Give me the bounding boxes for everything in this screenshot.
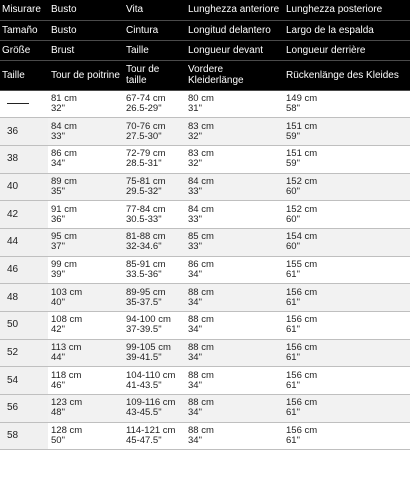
bust-cell-cm: 108 cm (51, 314, 83, 326)
waist-cell-cm: 67-74 cm (126, 92, 166, 104)
table-row (0, 367, 410, 395)
waist-cell-cm: 89-95 cm (126, 286, 166, 298)
back-length-cell-cm: 151 cm (286, 120, 318, 132)
back-length-cell-inch: 61" (286, 435, 300, 447)
waist-cell-inch: 37-39.5" (126, 324, 162, 336)
table-row (0, 312, 410, 340)
bust-cell-inch: 42" (51, 324, 65, 336)
header-cell-waist: Tour de taille (123, 60, 185, 90)
waist-cell (123, 228, 185, 256)
back-length-cell-cm: 156 cm (286, 286, 318, 298)
back-length-cell (283, 173, 410, 201)
header-cell-waist: Taille (123, 40, 185, 60)
header-cell-back-length: Rückenlänge des Kleides (283, 60, 410, 90)
waist-cell (123, 312, 185, 340)
header-cell-size: Tamaño (0, 20, 48, 40)
back-length-cell-inch: 60" (286, 241, 300, 253)
back-length-cell (283, 284, 410, 312)
front-length-cell-inch: 34" (188, 352, 202, 364)
header-row-italian (0, 0, 410, 20)
front-length-cell-cm: 85 cm (188, 231, 214, 243)
header-row-french (0, 60, 410, 90)
back-length-cell-cm: 156 cm (286, 397, 318, 409)
waist-cell-cm: 77-84 cm (126, 203, 166, 215)
header-cell-back-length: Largo de la espalda (283, 20, 410, 40)
front-length-cell (185, 256, 283, 284)
waist-cell (123, 90, 185, 118)
size-cell: 58 (0, 422, 48, 450)
header-cell-waist: Cintura (123, 20, 185, 40)
back-length-cell-inch: 61" (286, 407, 300, 419)
waist-cell-inch: 32-34.6" (126, 241, 162, 253)
size-cell: 54 (0, 367, 48, 395)
bust-cell (48, 228, 123, 256)
waist-cell-inch: 41-43.5" (126, 379, 162, 391)
waist-cell-cm: 81-88 cm (126, 231, 166, 243)
header-cell-size: Größe (0, 40, 48, 60)
back-length-cell-inch: 58" (286, 102, 300, 114)
size-dash (7, 103, 29, 104)
header-row-spanish (0, 20, 410, 40)
header-cell-front-length: Vordere Kleiderlänge (185, 60, 283, 90)
back-length-cell-cm: 149 cm (286, 92, 318, 104)
size-chart-body (0, 90, 410, 450)
back-length-cell-inch: 61" (286, 379, 300, 391)
back-length-cell-cm: 154 cm (286, 231, 318, 243)
front-length-cell-inch: 34" (188, 407, 202, 419)
table-row (0, 228, 410, 256)
bust-cell (48, 118, 123, 146)
bust-cell (48, 339, 123, 367)
front-length-cell (185, 312, 283, 340)
bust-cell-inch: 48" (51, 407, 65, 419)
waist-cell (123, 173, 185, 201)
back-length-cell-cm: 152 cm (286, 203, 318, 215)
header-row-german (0, 40, 410, 60)
header-cell-front-length: Longueur devant (185, 40, 283, 60)
bust-cell-cm: 89 cm (51, 175, 77, 187)
waist-cell-inch: 43-45.5" (126, 407, 162, 419)
bust-cell-inch: 34" (51, 158, 65, 170)
bust-cell (48, 284, 123, 312)
waist-cell (123, 367, 185, 395)
bust-cell (48, 422, 123, 450)
front-length-cell-inch: 34" (188, 296, 202, 308)
front-length-cell-inch: 32" (188, 158, 202, 170)
front-length-cell (185, 422, 283, 450)
bust-cell-cm: 81 cm (51, 92, 77, 104)
waist-cell-cm: 104-110 cm (126, 369, 176, 381)
waist-cell-cm: 72-79 cm (126, 148, 166, 160)
back-length-cell-cm: 156 cm (286, 342, 318, 354)
front-length-cell-inch: 34" (188, 268, 202, 280)
waist-cell-inch: 35-37.5" (126, 296, 162, 308)
front-length-cell-cm: 86 cm (188, 258, 214, 270)
bust-cell (48, 201, 123, 229)
size-cell: 52 (0, 339, 48, 367)
waist-cell (123, 284, 185, 312)
front-length-cell-cm: 83 cm (188, 120, 214, 132)
waist-cell (123, 201, 185, 229)
bust-cell-inch: 37" (51, 241, 65, 253)
header-cell-size: Taille (0, 60, 48, 90)
header-cell-bust: Brust (48, 40, 123, 60)
front-length-cell-cm: 84 cm (188, 203, 214, 215)
back-length-cell (283, 312, 410, 340)
waist-cell-inch: 33.5-36" (126, 268, 162, 280)
waist-cell (123, 395, 185, 423)
front-length-cell-inch: 33" (188, 241, 202, 253)
waist-cell-cm: 75-81 cm (126, 175, 166, 187)
size-cell: 48 (0, 284, 48, 312)
bust-cell-cm: 99 cm (51, 258, 77, 270)
bust-cell-inch: 50" (51, 435, 65, 447)
front-length-cell (185, 367, 283, 395)
front-length-cell (185, 173, 283, 201)
bust-cell-inch: 35" (51, 185, 65, 197)
header-cell-front-length: Longitud delantero (185, 20, 283, 40)
waist-cell-cm: 94-100 cm (126, 314, 171, 326)
waist-cell-cm: 114-121 cm (126, 425, 176, 437)
bust-cell-cm: 84 cm (51, 120, 77, 132)
bust-cell (48, 256, 123, 284)
bust-cell-cm: 103 cm (51, 286, 83, 298)
front-length-cell (185, 284, 283, 312)
table-row (0, 145, 410, 173)
size-cell: 44 (0, 228, 48, 256)
back-length-cell-cm: 152 cm (286, 175, 318, 187)
waist-cell (123, 256, 185, 284)
front-length-cell (185, 145, 283, 173)
waist-cell (123, 145, 185, 173)
header-cell-bust: Tour de poitrine (48, 60, 123, 90)
front-length-cell-inch: 34" (188, 379, 202, 391)
size-cell: 50 (0, 312, 48, 340)
front-length-cell-cm: 88 cm (188, 342, 214, 354)
waist-cell-inch: 45-47.5" (126, 435, 162, 447)
header-cell-front-length: Lunghezza anteriore (185, 0, 283, 20)
back-length-cell (283, 339, 410, 367)
table-row (0, 173, 410, 201)
back-length-cell-inch: 61" (286, 352, 300, 364)
front-length-cell-cm: 80 cm (188, 92, 214, 104)
back-length-cell-inch: 59" (286, 130, 300, 142)
front-length-cell-cm: 88 cm (188, 314, 214, 326)
back-length-cell-cm: 155 cm (286, 258, 318, 270)
back-length-cell (283, 422, 410, 450)
waist-cell-inch: 39-41.5" (126, 352, 162, 364)
waist-cell (123, 118, 185, 146)
table-row (0, 90, 410, 118)
back-length-cell-inch: 59" (286, 158, 300, 170)
bust-cell (48, 312, 123, 340)
waist-cell-inch: 30.5-33" (126, 213, 162, 225)
front-length-cell-inch: 34" (188, 435, 202, 447)
size-chart-header (0, 0, 410, 90)
back-length-cell-inch: 61" (286, 296, 300, 308)
bust-cell-cm: 91 cm (51, 203, 77, 215)
bust-cell-cm: 118 cm (51, 369, 82, 381)
waist-cell-cm: 85-91 cm (126, 258, 166, 270)
bust-cell-cm: 113 cm (51, 342, 82, 354)
front-length-cell-inch: 33" (188, 213, 202, 225)
front-length-cell (185, 118, 283, 146)
table-row (0, 339, 410, 367)
back-length-cell (283, 228, 410, 256)
table-row (0, 422, 410, 450)
waist-cell-cm: 99-105 cm (126, 342, 171, 354)
waist-cell-cm: 109-116 cm (126, 397, 176, 409)
bust-cell (48, 90, 123, 118)
back-length-cell-inch: 61" (286, 324, 300, 336)
table-row (0, 395, 410, 423)
waist-cell-inch: 27.5-30" (126, 130, 162, 142)
bust-cell-cm: 95 cm (51, 231, 77, 243)
front-length-cell-inch: 32" (188, 130, 202, 142)
front-length-cell (185, 395, 283, 423)
header-cell-waist: Vita (123, 0, 185, 20)
bust-cell (48, 367, 123, 395)
front-length-cell-cm: 88 cm (188, 425, 214, 437)
waist-cell-cm: 70-76 cm (126, 120, 166, 132)
back-length-cell (283, 395, 410, 423)
back-length-cell-inch: 60" (286, 185, 300, 197)
front-length-cell-cm: 83 cm (188, 148, 214, 160)
header-cell-back-length: Lunghezza posteriore (283, 0, 410, 20)
header-cell-bust: Busto (48, 0, 123, 20)
bust-cell-inch: 32" (51, 102, 65, 114)
bust-cell-cm: 86 cm (51, 148, 77, 160)
size-cell: 42 (0, 201, 48, 229)
size-cell: 36 (0, 118, 48, 146)
waist-cell-inch: 28.5-31" (126, 158, 162, 170)
back-length-cell-inch: 60" (286, 213, 300, 225)
front-length-cell-inch: 31" (188, 102, 202, 114)
front-length-cell-cm: 88 cm (188, 397, 214, 409)
back-length-cell (283, 201, 410, 229)
table-row (0, 284, 410, 312)
waist-cell-inch: 26.5-29" (126, 102, 162, 114)
bust-cell-inch: 44" (51, 352, 65, 364)
size-cell (0, 90, 48, 118)
front-length-cell-inch: 34" (188, 324, 202, 336)
waist-cell-inch: 29.5-32" (126, 185, 162, 197)
back-length-cell (283, 90, 410, 118)
back-length-cell (283, 367, 410, 395)
bust-cell-cm: 128 cm (51, 425, 83, 437)
table-row (0, 201, 410, 229)
bust-cell-inch: 36" (51, 213, 65, 225)
header-cell-back-length: Longueur derrière (283, 40, 410, 60)
bust-cell (48, 173, 123, 201)
bust-cell-cm: 123 cm (51, 397, 83, 409)
back-length-cell (283, 118, 410, 146)
front-length-cell (185, 228, 283, 256)
bust-cell-inch: 39" (51, 268, 65, 280)
back-length-cell-cm: 156 cm (286, 369, 318, 381)
front-length-cell-cm: 88 cm (188, 369, 214, 381)
waist-cell (123, 339, 185, 367)
bust-cell-inch: 40" (51, 296, 65, 308)
header-cell-size: Misurare (0, 0, 48, 20)
back-length-cell (283, 145, 410, 173)
front-length-cell-inch: 33" (188, 185, 202, 197)
size-cell: 46 (0, 256, 48, 284)
back-length-cell (283, 256, 410, 284)
bust-cell-inch: 33" (51, 130, 65, 142)
size-cell: 38 (0, 145, 48, 173)
waist-cell (123, 422, 185, 450)
header-cell-bust: Busto (48, 20, 123, 40)
bust-cell (48, 145, 123, 173)
table-row (0, 118, 410, 146)
front-length-cell (185, 339, 283, 367)
size-cell: 40 (0, 173, 48, 201)
size-cell: 56 (0, 395, 48, 423)
front-length-cell (185, 201, 283, 229)
front-length-cell-cm: 84 cm (188, 175, 214, 187)
bust-cell (48, 395, 123, 423)
table-row (0, 256, 410, 284)
front-length-cell-cm: 88 cm (188, 286, 214, 298)
front-length-cell (185, 90, 283, 118)
back-length-cell-cm: 156 cm (286, 314, 318, 326)
back-length-cell-cm: 156 cm (286, 425, 318, 437)
back-length-cell-inch: 61" (286, 268, 300, 280)
bust-cell-inch: 46" (51, 379, 65, 391)
back-length-cell-cm: 151 cm (286, 148, 318, 160)
